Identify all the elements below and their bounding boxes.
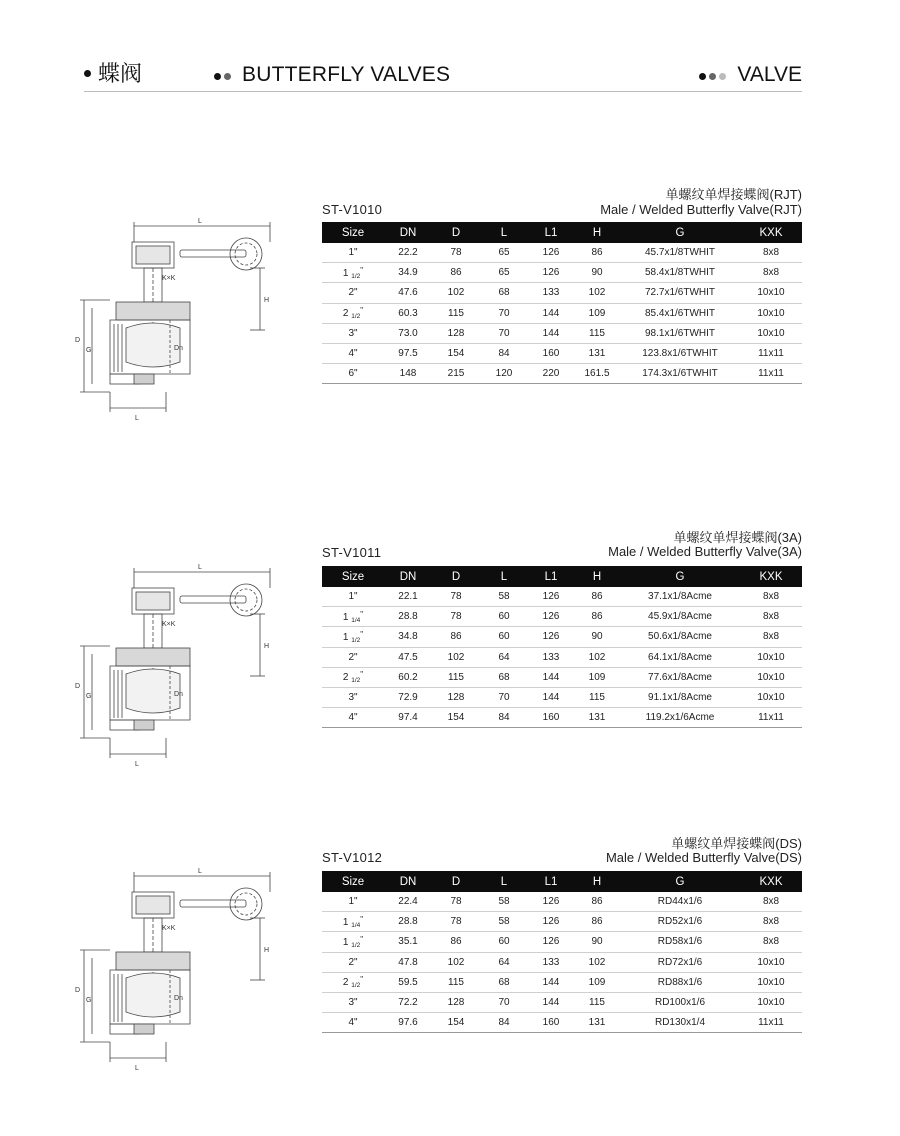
table-row (322, 1013, 802, 1033)
cell-g: RD100x1/6 (620, 992, 740, 1012)
section-2-dim-d-label: D (75, 683, 81, 690)
cell-k: 8x8 (740, 932, 802, 952)
cell-l1: 126 (528, 607, 574, 627)
section-1-dim-kxk-label: K×K (162, 275, 176, 282)
cell-d: 128 (432, 687, 480, 707)
cell-d: 78 (432, 243, 480, 263)
section-2-dim-g-label: G (86, 693, 92, 700)
column-header-h: H (574, 566, 620, 587)
cell-d: 86 (432, 263, 480, 283)
cell-size: 2" (322, 952, 384, 972)
section-3-valve-drawing-svg (70, 862, 290, 1082)
cell-h: 109 (574, 303, 620, 323)
cell-g: RD88x1/6 (620, 972, 740, 992)
cell-k: 11x11 (740, 364, 802, 384)
cell-h: 86 (574, 587, 620, 607)
cell-k: 8x8 (740, 912, 802, 932)
table-row (322, 343, 802, 363)
cell-h: 86 (574, 243, 620, 263)
cell-g: 45.9x1/8Acme (620, 607, 740, 627)
column-header-d: D (432, 871, 480, 892)
cell-h: 161.5 (574, 364, 620, 384)
table-header-row (322, 222, 802, 243)
cell-g: 77.6x1/8Acme (620, 667, 740, 687)
cell-d: 115 (432, 972, 480, 992)
cell-d: 115 (432, 303, 480, 323)
cell-size: 6" (322, 364, 384, 384)
section-1-title-en: Male / Welded Butterfly Valve(RJT) (600, 202, 802, 217)
cell-k: 8x8 (740, 587, 802, 607)
cell-h: 131 (574, 1013, 620, 1033)
cell-d: 215 (432, 364, 480, 384)
table-row (322, 303, 802, 323)
section-3-dim-h-label: H (264, 947, 270, 954)
cell-l1: 126 (528, 243, 574, 263)
cell-dn: 72.9 (384, 687, 432, 707)
bullet-icon (84, 70, 91, 77)
cell-l: 58 (480, 912, 528, 932)
section-3-dim-g-label: G (86, 997, 92, 1004)
header-right-text: VALVE (737, 63, 802, 87)
cell-l1: 160 (528, 1013, 574, 1033)
cell-g: 64.1x1/8Acme (620, 647, 740, 667)
table-row (322, 263, 802, 283)
section-2-product-code: ST-V1011 (322, 545, 382, 560)
cell-l: 68 (480, 972, 528, 992)
cell-size: 2 $_{1/2}$" (322, 667, 384, 687)
section-1-dim-l-top-label: L (198, 218, 202, 225)
cell-size: 1 $_{1/2}$" (322, 263, 384, 283)
cell-dn: 47.6 (384, 283, 432, 303)
cell-l1: 126 (528, 932, 574, 952)
cell-d: 78 (432, 607, 480, 627)
cell-l1: 144 (528, 992, 574, 1012)
section-2-spec-table (322, 566, 802, 728)
cell-k: 10x10 (740, 972, 802, 992)
cell-h: 131 (574, 343, 620, 363)
cell-dn: 47.8 (384, 952, 432, 972)
column-header-dn: DN (384, 222, 432, 243)
header-category-en (214, 60, 450, 91)
cell-size: 1 $_{1/4}$" (322, 912, 384, 932)
column-header-size: Size (322, 871, 384, 892)
cell-d: 78 (432, 912, 480, 932)
cell-d: 128 (432, 992, 480, 1012)
cell-h: 115 (574, 992, 620, 1012)
column-header-h: H (574, 871, 620, 892)
cell-l: 70 (480, 687, 528, 707)
cell-dn: 28.8 (384, 912, 432, 932)
table-row (322, 607, 802, 627)
cell-dn: 22.2 (384, 243, 432, 263)
cell-k: 10x10 (740, 283, 802, 303)
cell-d: 102 (432, 647, 480, 667)
table-row (322, 992, 802, 1012)
cell-size: 4" (322, 1013, 384, 1033)
cell-g: 58.4x1/8TWHIT (620, 263, 740, 283)
cell-l: 120 (480, 364, 528, 384)
cell-size: 2" (322, 283, 384, 303)
column-header-d: D (432, 222, 480, 243)
cell-l1: 160 (528, 708, 574, 728)
table-row (322, 364, 802, 384)
cell-size: 2 $_{1/2}$" (322, 303, 384, 323)
cell-g: RD130x1/4 (620, 1013, 740, 1033)
section-1-product-code: ST-V1010 (322, 202, 383, 217)
cell-size: 1 $_{1/2}$" (322, 627, 384, 647)
section-3-valve-drawing (70, 862, 290, 1082)
cell-h: 131 (574, 708, 620, 728)
cell-l: 84 (480, 343, 528, 363)
cell-dn: 73.0 (384, 323, 432, 343)
cell-g: RD44x1/6 (620, 892, 740, 912)
table-row (322, 627, 802, 647)
cell-l1: 126 (528, 892, 574, 912)
cell-l: 64 (480, 952, 528, 972)
cell-g: 45.7x1/8TWHIT (620, 243, 740, 263)
table-header-row (322, 566, 802, 587)
column-header-k: KXK (740, 222, 802, 243)
section-1-dim-d-label: D (75, 337, 81, 344)
cell-l1: 144 (528, 303, 574, 323)
section-1-valve-drawing-svg (70, 212, 290, 432)
cell-dn: 60.2 (384, 667, 432, 687)
section-2-valve-drawing (70, 558, 290, 778)
cell-d: 115 (432, 667, 480, 687)
cell-l: 58 (480, 587, 528, 607)
cell-d: 86 (432, 627, 480, 647)
cell-size: 4" (322, 708, 384, 728)
table-row (322, 243, 802, 263)
cell-g: 85.4x1/6TWHIT (620, 303, 740, 323)
section-3-title-cn: 单螺纹单焊接蝶阀(DS) (671, 836, 802, 851)
section-1-dim-g-label: G (86, 347, 92, 354)
cell-size: 3" (322, 992, 384, 1012)
cell-l: 68 (480, 283, 528, 303)
section-3-dim-l-top-label: L (198, 868, 202, 875)
cell-d: 154 (432, 343, 480, 363)
cell-dn: 22.1 (384, 587, 432, 607)
cell-d: 154 (432, 1013, 480, 1033)
cell-dn: 97.5 (384, 343, 432, 363)
cell-l: 70 (480, 992, 528, 1012)
header-en-text: BUTTERFLY VALVES (242, 63, 451, 87)
cell-dn: 34.9 (384, 263, 432, 283)
cell-size: 1" (322, 587, 384, 607)
cell-h: 102 (574, 283, 620, 303)
cell-l1: 144 (528, 687, 574, 707)
column-header-l: L (480, 566, 528, 587)
section-3-product-code: ST-V1012 (322, 850, 383, 865)
cell-k: 10x10 (740, 303, 802, 323)
section-3-dim-d-label: D (75, 987, 81, 994)
cell-l1: 126 (528, 912, 574, 932)
column-header-l1: L1 (528, 871, 574, 892)
cell-d: 78 (432, 892, 480, 912)
cell-h: 109 (574, 972, 620, 992)
triple-dot-icon (699, 60, 729, 88)
cell-h: 86 (574, 912, 620, 932)
column-header-l: L (480, 222, 528, 243)
cell-dn: 148 (384, 364, 432, 384)
section-3-title-en: Male / Welded Butterfly Valve(DS) (605, 850, 802, 865)
cell-k: 10x10 (740, 323, 802, 343)
cell-l1: 126 (528, 587, 574, 607)
cell-l1: 133 (528, 952, 574, 972)
cell-l: 65 (480, 263, 528, 283)
column-header-k: KXK (740, 871, 802, 892)
cell-h: 90 (574, 932, 620, 952)
column-header-g: G (620, 871, 740, 892)
cell-dn: 34.8 (384, 627, 432, 647)
header-divider (84, 91, 802, 92)
table-row (322, 932, 802, 952)
cell-dn: 35.1 (384, 932, 432, 952)
cell-l: 68 (480, 667, 528, 687)
cell-h: 86 (574, 892, 620, 912)
column-header-dn: DN (384, 871, 432, 892)
cell-size: 3" (322, 323, 384, 343)
cell-dn: 97.4 (384, 708, 432, 728)
cell-d: 102 (432, 283, 480, 303)
column-header-l1: L1 (528, 222, 574, 243)
cell-k: 8x8 (740, 892, 802, 912)
table-row (322, 667, 802, 687)
cell-l1: 126 (528, 627, 574, 647)
section-1-dim-l-bottom-label: L (135, 415, 139, 422)
section-3-dim-dn-label: Dn (174, 995, 183, 1002)
cell-l1: 144 (528, 667, 574, 687)
cell-l1: 220 (528, 364, 574, 384)
column-header-h: H (574, 222, 620, 243)
cell-d: 102 (432, 952, 480, 972)
cell-k: 10x10 (740, 952, 802, 972)
cell-l1: 144 (528, 972, 574, 992)
cell-g: 98.1x1/6TWHIT (620, 323, 740, 343)
cell-d: 78 (432, 587, 480, 607)
cell-size: 3" (322, 687, 384, 707)
cell-g: RD52x1/6 (620, 912, 740, 932)
table-row (322, 647, 802, 667)
section-2-dim-h-label: H (264, 643, 270, 650)
cell-g: 174.3x1/6TWHIT (620, 364, 740, 384)
cell-h: 90 (574, 627, 620, 647)
cell-l1: 133 (528, 647, 574, 667)
column-header-l: L (480, 871, 528, 892)
cell-size: 1 $_{1/4}$" (322, 607, 384, 627)
cell-h: 109 (574, 667, 620, 687)
table-row (322, 687, 802, 707)
cell-l: 58 (480, 892, 528, 912)
column-header-g: G (620, 222, 740, 243)
cell-size: 1" (322, 243, 384, 263)
cell-g: 123.8x1/6TWHIT (620, 343, 740, 363)
section-1-dim-h-label: H (264, 297, 270, 304)
cell-k: 11x11 (740, 343, 802, 363)
cell-g: RD58x1/6 (620, 932, 740, 952)
section-3-dim-kxk-label: K×K (162, 925, 176, 932)
cell-k: 8x8 (740, 627, 802, 647)
table-row (322, 912, 802, 932)
cell-size: 1" (322, 892, 384, 912)
table-row (322, 587, 802, 607)
section-2-dim-l-top-label: L (198, 564, 202, 571)
cell-dn: 60.3 (384, 303, 432, 323)
cell-l: 65 (480, 243, 528, 263)
cell-l1: 126 (528, 263, 574, 283)
section-2-dim-l-bottom-label: L (135, 761, 139, 768)
cell-size: 1 $_{1/2}$" (322, 932, 384, 952)
cell-k: 10x10 (740, 667, 802, 687)
cell-l: 64 (480, 647, 528, 667)
cell-h: 86 (574, 607, 620, 627)
cell-size: 2" (322, 647, 384, 667)
table-row (322, 283, 802, 303)
cell-k: 10x10 (740, 687, 802, 707)
cell-l: 70 (480, 323, 528, 343)
cell-h: 102 (574, 952, 620, 972)
section-2-title-cn: 单螺纹单焊接蝶阀(3A) (673, 530, 802, 545)
cell-g: 91.1x1/8Acme (620, 687, 740, 707)
column-header-g: G (620, 566, 740, 587)
cell-dn: 47.5 (384, 647, 432, 667)
header-cn-text: 蝶阀 (98, 61, 143, 86)
cell-l1: 144 (528, 323, 574, 343)
cell-dn: 59.5 (384, 972, 432, 992)
table-row (322, 952, 802, 972)
section-1-dim-dn-label: Dn (174, 345, 183, 352)
section-1-spec-table (322, 222, 802, 384)
section-2-title-en: Male / Welded Butterfly Valve(3A) (608, 544, 802, 559)
column-header-size: Size (322, 566, 384, 587)
cell-l1: 160 (528, 343, 574, 363)
cell-k: 8x8 (740, 243, 802, 263)
cell-h: 115 (574, 687, 620, 707)
cell-k: 10x10 (740, 647, 802, 667)
cell-g: 50.6x1/8Acme (620, 627, 740, 647)
table-row (322, 892, 802, 912)
cell-l: 84 (480, 1013, 528, 1033)
cell-l: 70 (480, 303, 528, 323)
cell-l: 84 (480, 708, 528, 728)
section-2-valve-drawing-svg (70, 558, 290, 778)
cell-k: 8x8 (740, 607, 802, 627)
cell-k: 11x11 (740, 708, 802, 728)
cell-d: 128 (432, 323, 480, 343)
cell-h: 115 (574, 323, 620, 343)
section-1-title-cn: 单螺纹单焊接蝶阀(RJT) (665, 187, 802, 202)
header-category-cn (84, 60, 142, 88)
page-header (84, 60, 802, 92)
cell-l: 60 (480, 627, 528, 647)
cell-dn: 28.8 (384, 607, 432, 627)
cell-h: 90 (574, 263, 620, 283)
table-row (322, 972, 802, 992)
section-1-valve-drawing (70, 212, 290, 432)
cell-l: 60 (480, 607, 528, 627)
cell-dn: 72.2 (384, 992, 432, 1012)
table-header-row (322, 871, 802, 892)
cell-l1: 133 (528, 283, 574, 303)
table-row (322, 323, 802, 343)
cell-h: 102 (574, 647, 620, 667)
section-2-dim-dn-label: Dn (174, 691, 183, 698)
cell-d: 86 (432, 932, 480, 952)
column-header-size: Size (322, 222, 384, 243)
cell-g: RD72x1/6 (620, 952, 740, 972)
cell-size: 4" (322, 343, 384, 363)
header-section-label (699, 60, 802, 91)
cell-dn: 22.4 (384, 892, 432, 912)
double-dot-icon (214, 60, 234, 88)
cell-g: 37.1x1/8Acme (620, 587, 740, 607)
column-header-k: KXK (740, 566, 802, 587)
cell-g: 72.7x1/6TWHIT (620, 283, 740, 303)
cell-d: 154 (432, 708, 480, 728)
cell-dn: 97.6 (384, 1013, 432, 1033)
section-3-dim-l-bottom-label: L (135, 1065, 139, 1072)
section-2-dim-kxk-label: K×K (162, 621, 176, 628)
cell-k: 10x10 (740, 992, 802, 1012)
section-3-spec-table (322, 871, 802, 1033)
column-header-l1: L1 (528, 566, 574, 587)
cell-k: 8x8 (740, 263, 802, 283)
cell-g: 119.2x1/6Acme (620, 708, 740, 728)
table-row (322, 708, 802, 728)
cell-size: 2 $_{1/2}$" (322, 972, 384, 992)
column-header-dn: DN (384, 566, 432, 587)
cell-k: 11x11 (740, 1013, 802, 1033)
column-header-d: D (432, 566, 480, 587)
cell-l: 60 (480, 932, 528, 952)
